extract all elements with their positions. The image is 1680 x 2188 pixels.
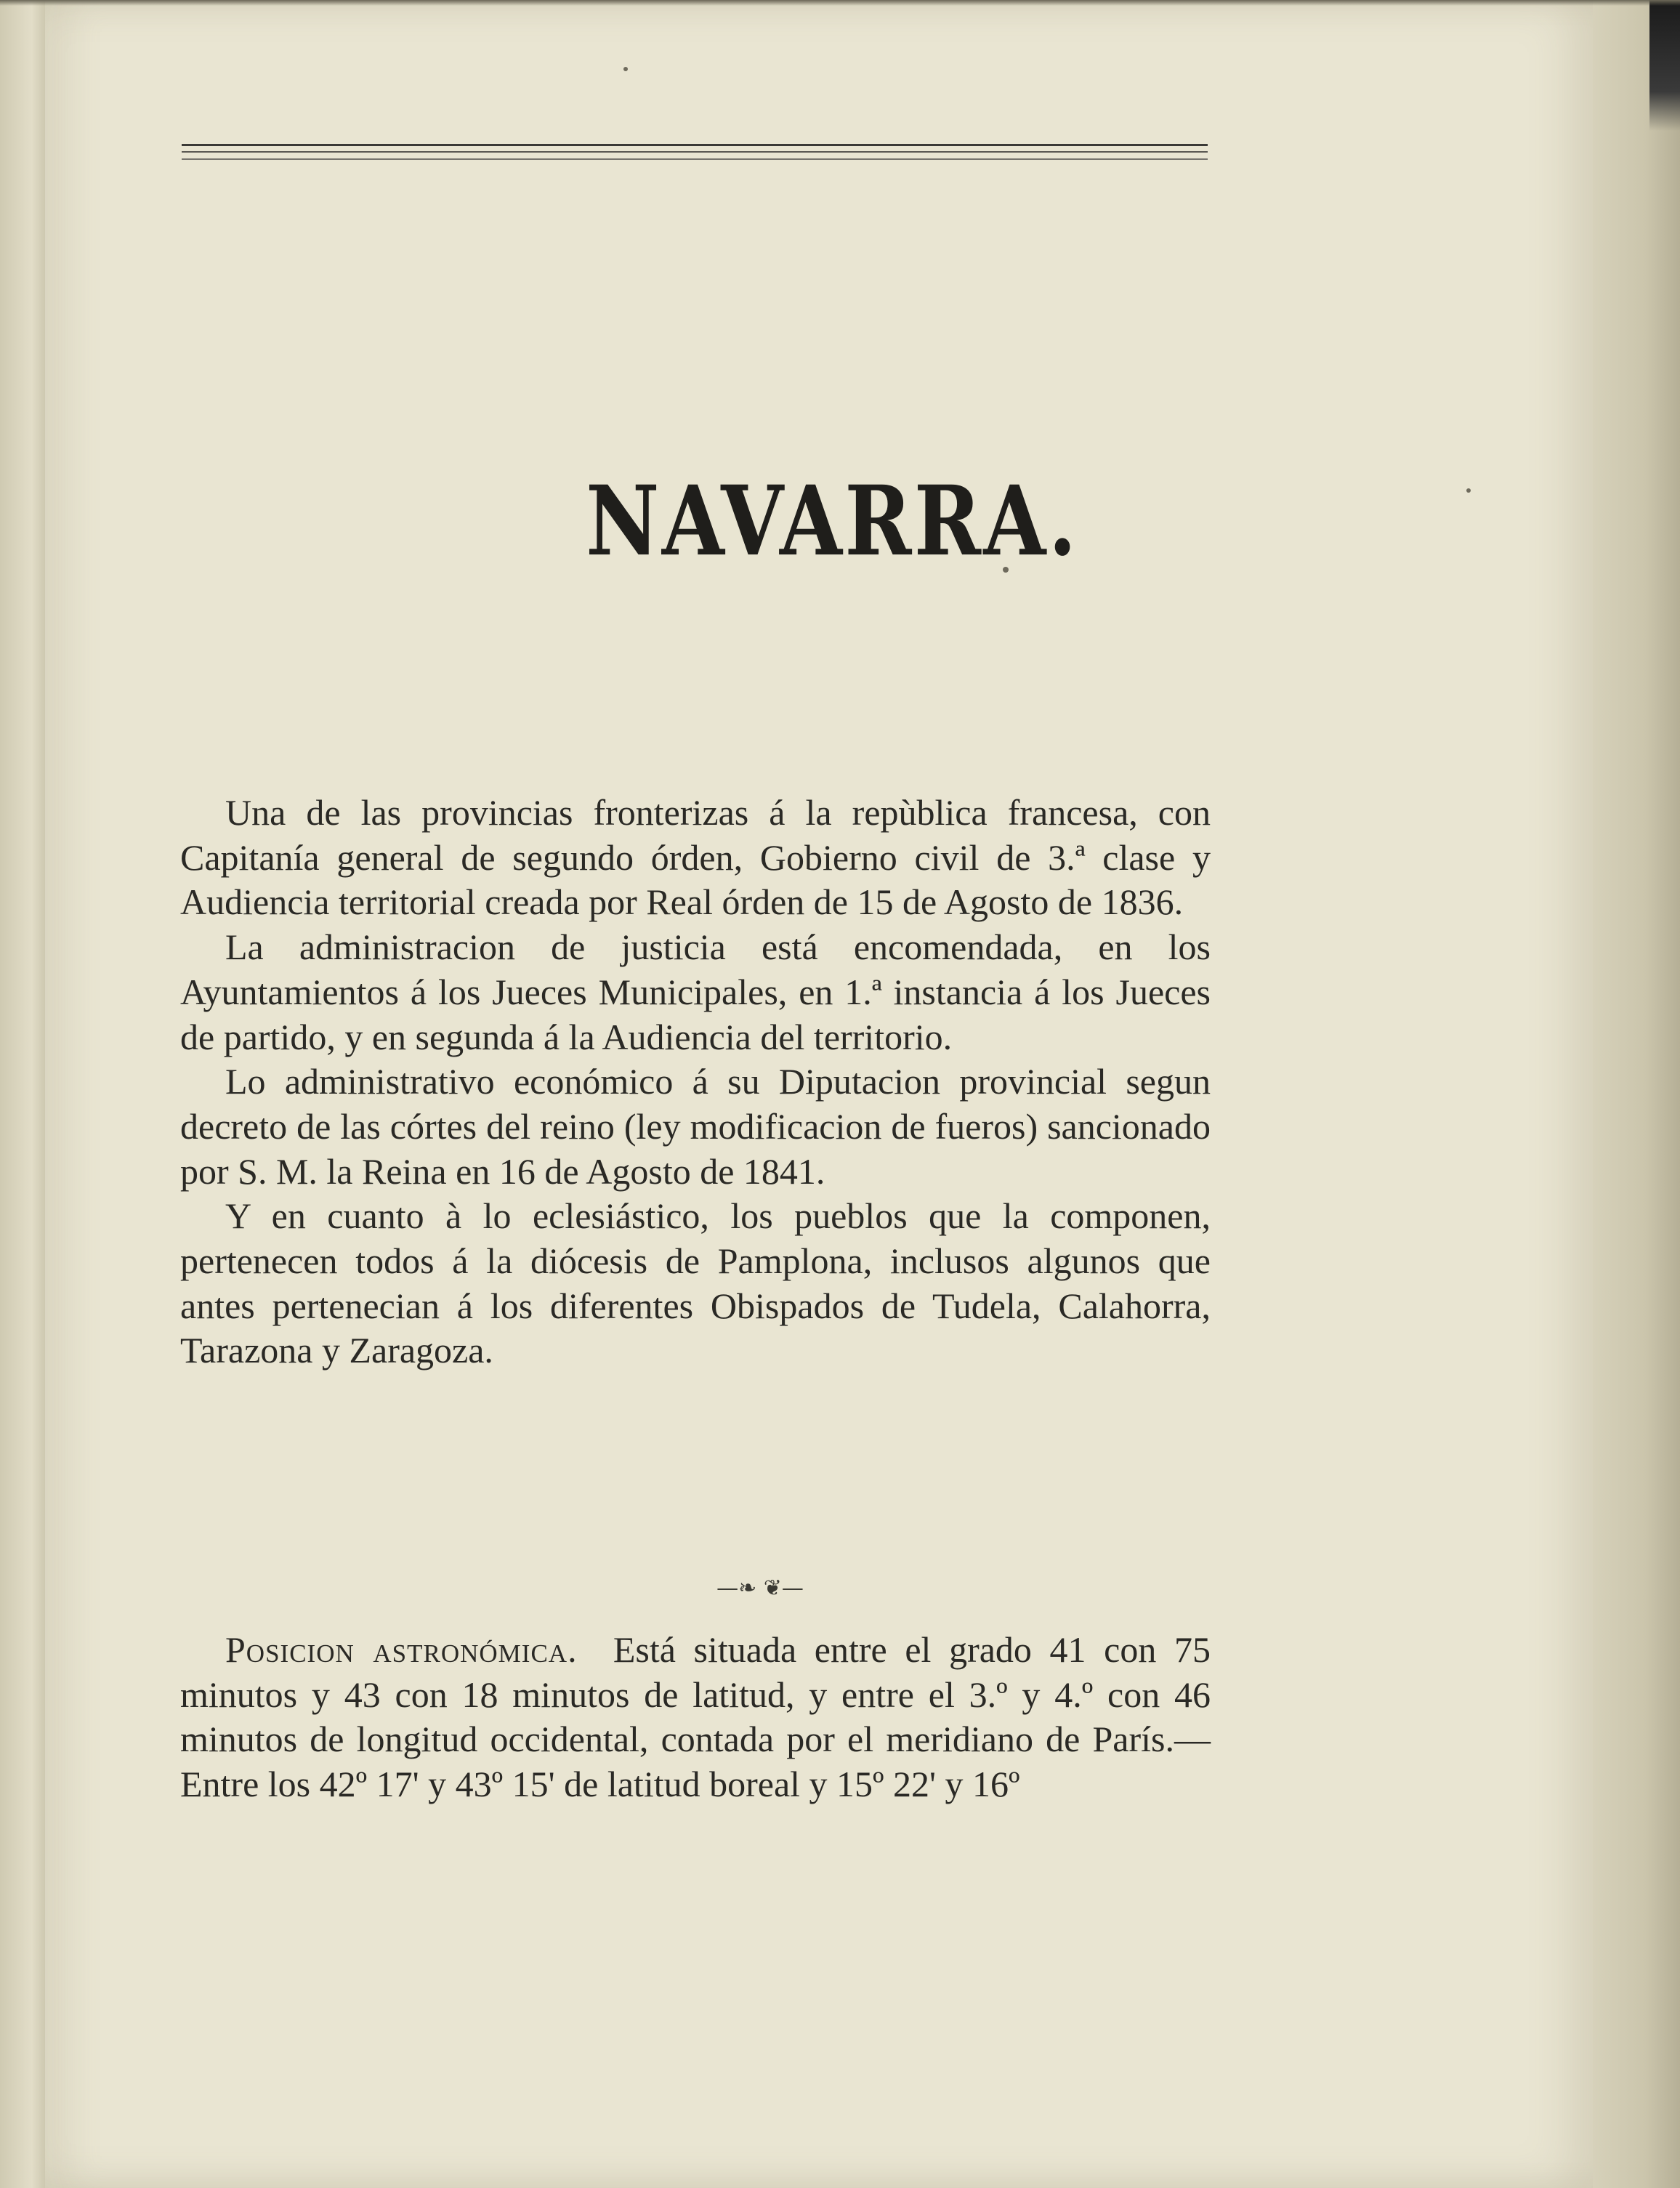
page-left-margin — [0, 0, 45, 2188]
section-heading: Posicion astronómica. — [225, 1629, 578, 1670]
header-rule — [182, 158, 1208, 160]
section-ornament: —❧ ❦— — [716, 1575, 804, 1601]
page-title: NAVARRA. — [586, 465, 1079, 578]
header-rule — [182, 144, 1208, 146]
section-body — [180, 1628, 1211, 1807]
header-rule — [182, 151, 1208, 153]
paragraph: Lo administrativo económico á su Diputacion provincial segun decreto de las córtes del reino (ley modificacion de fueros) sancionado por S. M. la Reina en 16 de Agosto de 1841. — [180, 1061, 1211, 1192]
ink-speck — [623, 67, 628, 71]
paragraph — [180, 1628, 1211, 1807]
paragraph: Una de las provincias fronterizas á la repùblica francesa, con Capitanía general de segundo órden, Gobierno civil de 3.ª clase y Audiencia territorial creada por Real órden de 15 de Agosto de 1836. — [180, 792, 1211, 923]
section-text: Está situada entre el grado 41 con 75 minutos y 43 con 18 minutos de latitud, y entre el 3.º y 4.º con 46 minutos de longitud occidental, contada por el meridiano de París.—Entre los 42º 17' y 43º 15' de latitud boreal y 15º 22' y 16º — [180, 1629, 1211, 1805]
binding-shadow — [1649, 0, 1680, 131]
body-text — [180, 791, 1211, 1373]
paragraph: La administracion de justicia está encomendada, en los Ayuntamientos á los Jueces Municipales, en 1.ª instancia á los Jueces de partido, y en segunda á la Audiencia del territorio. — [180, 927, 1211, 1057]
paragraph: Y en cuanto à lo eclesiástico, los pueblos que la componen, pertenecen todos á la diócesis de Pamplona, inclusos algunos que antes pertenecian á los diferentes Obispados de Tudela, Calahorra, Tarazona y Zaragoza. — [180, 1195, 1211, 1371]
top-edge-shadow — [0, 0, 1680, 6]
page-right-edge — [1593, 0, 1680, 2188]
